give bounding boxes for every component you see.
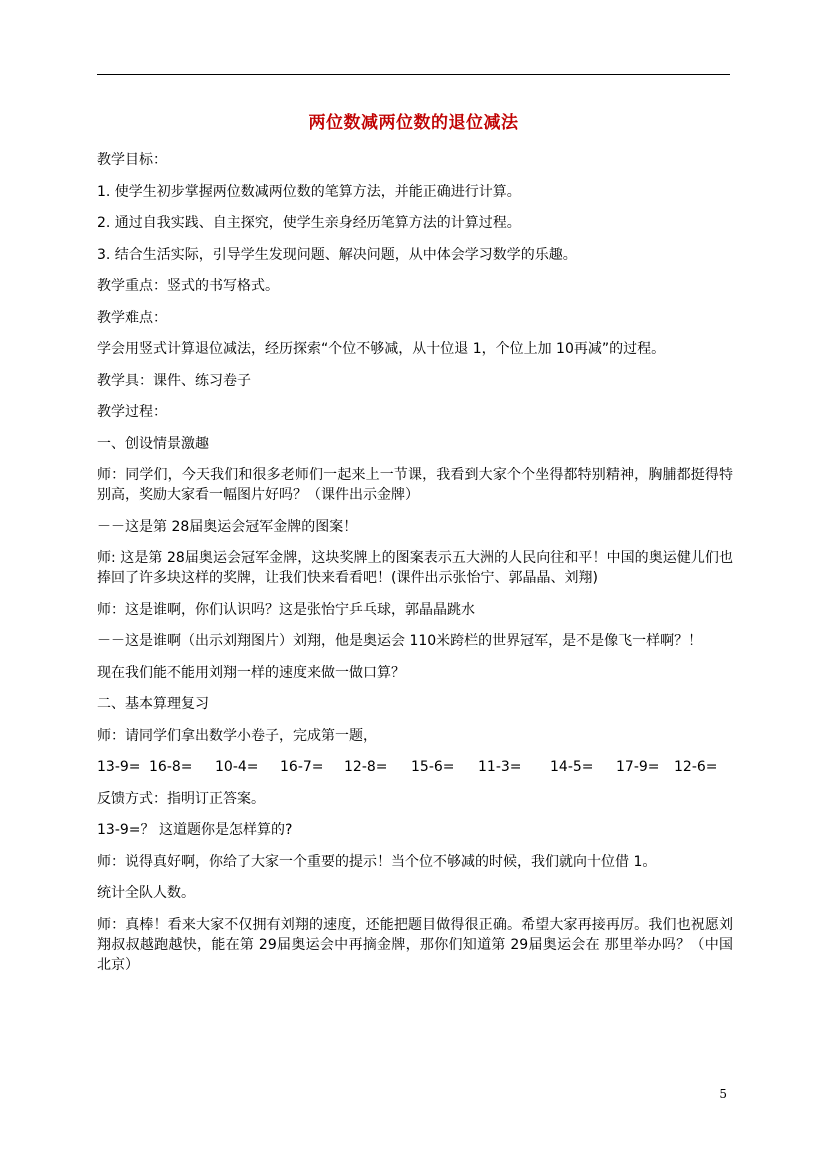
paragraph-closing: 师：真棒！看来大家不仅拥有刘翔的速度，还能把题目做得很正确。希望大家再接再厉。我们也祝愿刘翔叔叔越跑越快，能在第 29届奥运会中再摘金牌，那你们知道第 29届奥运会在 那里举办吗？（中国北京） xyxy=(97,916,733,973)
paragraph-hint: 师：说得真好啊，你给了大家一个重要的提示！当个位不够减的时候，我们就向十位借 1。 xyxy=(97,853,657,870)
paragraph-objectives-heading: 教学目标： xyxy=(97,152,167,168)
paragraph-objective-3: 3. 结合生活实际，引导学生发现问题、解决问题，从中体会学习数学的乐趣。 xyxy=(97,246,577,263)
equation-item: 14-5= xyxy=(550,759,594,775)
paragraph-question: 13-9=？ 这道题你是怎样算的? xyxy=(97,822,293,838)
equation-item: 10-4= xyxy=(215,759,259,775)
section-heading-2: 二、基本算理复习 xyxy=(97,696,209,712)
paragraph-process-heading: 教学过程： xyxy=(97,404,167,420)
paragraph-athletes: 师：这是谁啊，你们认识吗？这是张怡宁乒乓球，郭晶晶跳水 xyxy=(97,601,475,618)
page-number: 5 xyxy=(719,1087,727,1101)
equation-item: 16-8= xyxy=(149,759,193,775)
paragraph-objective-2: 2. 通过自我实践、自主探究，使学生亲身经历笔算方法的计算过程。 xyxy=(97,215,521,231)
document-body xyxy=(97,150,733,986)
paragraph-count: 统计全队人数。 xyxy=(97,885,195,901)
equation-row xyxy=(97,757,733,777)
paragraph-medal: －－这是第 28届奥运会冠军金牌的图案！ xyxy=(97,518,358,535)
paragraph-difficulty: 学会用竖式计算退位减法，经历探索“个位不够减，从十位退 1，个位上加 10再减”的过程。 xyxy=(97,341,666,357)
equation-item: 17-9= xyxy=(616,759,660,775)
section-heading-1: 一、创设情景激趣 xyxy=(97,435,209,452)
equation-item: 15-6= xyxy=(411,759,455,775)
document-title: 两位数减两位数的退位减法 xyxy=(308,113,519,133)
equation-item: 12-8= xyxy=(344,759,388,775)
equation-item: 16-7= xyxy=(280,759,324,775)
equation-item: 11-3= xyxy=(478,759,522,775)
paragraph-objective-1: 1. 使学生初步掌握两位数减两位数的笔算方法，并能正确进行计算。 xyxy=(97,183,521,200)
paragraph-medal-explain: 师: 这是第 28届奥运会冠军金牌，这块奖牌上的图案表示五大洲的人民向往和平！中国的奥运健儿们也捧回了许多块这样的奖牌，让我们快来看看吧！(课件出示张怡宁、郭晶晶、刘翔) xyxy=(97,550,733,586)
paragraph-key-point: 教学重点：竖式的书写格式。 xyxy=(97,278,279,294)
paragraph-worksheet: 师：请同学们拿出数学小卷子，完成第一题， xyxy=(97,727,377,744)
paragraph-feedback: 反馈方式：指明订正答案。 xyxy=(97,790,265,807)
paragraph-liu-xiang: －－这是谁啊（出示刘翔图片）刘翔，他是奥运会 110米跨栏的世界冠军，是不是像飞一样啊？！ xyxy=(97,633,703,649)
equation-item: 13-9= xyxy=(97,759,141,775)
paragraph-teacher-intro: 师：同学们，今天我们和很多老师们一起来上一节课，我看到大家个个坐得都特别精神，胸脯都挺得特别高，奖励大家看一幅图片好吗？（课件出示金牌） xyxy=(97,467,733,503)
paragraph-materials: 教学具：课件、练习卷子 xyxy=(97,372,251,389)
paragraph-mental-math: 现在我们能不能用刘翔一样的速度来做一做口算？ xyxy=(97,664,405,681)
paragraph-difficulty-heading: 教学难点： xyxy=(97,309,167,326)
equation-item: 12-6= xyxy=(674,759,718,775)
header-rule xyxy=(97,74,730,75)
